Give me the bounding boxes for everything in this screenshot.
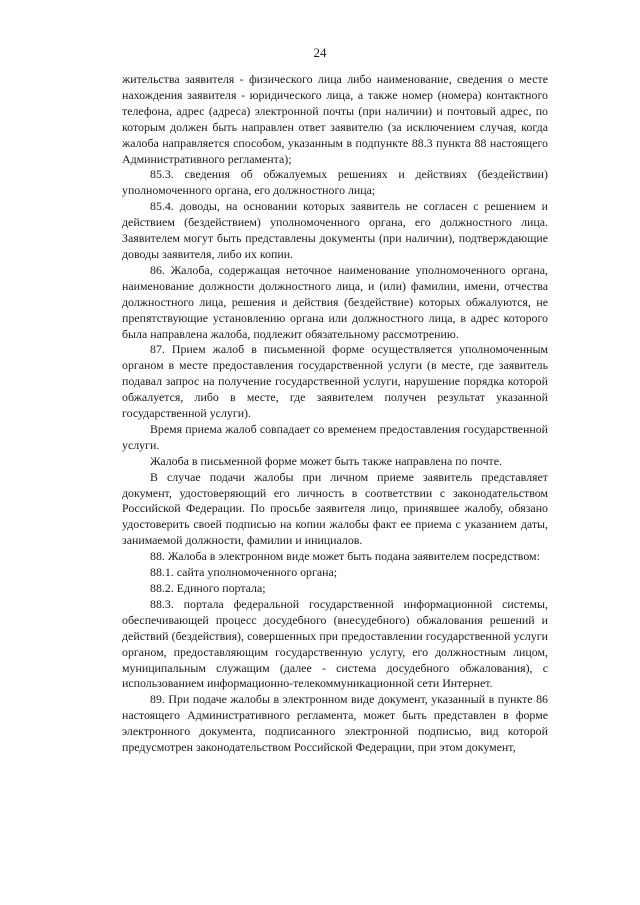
paragraph-86: 86. Жалоба, содержащая неточное наименование уполномоченного органа, наименование должности должностного лица, и (или) фамилии, имени, отчества должностного лица, решения и действия (бездействие) которых обжалуются, не препятствующие установлению органа или должностного лица, в адрес которого была направлена жалоба, подлежит обязательному рассмотрению. — [122, 262, 548, 341]
paragraph-89: 89. При подаче жалобы в электронном виде документ, указанный в пункте 86 настоящего Административного регламента, может быть представлен в форме электронного документа, подписанного электронной подписью, вид которой предусмотрен законодательством Российской Федерации, при этом документ, — [122, 692, 548, 755]
paragraph-continuation: жительства заявителя - физического лица либо наименование, сведения о месте нахождения заявителя - юридического лица, а также номер (номера) контактного телефона, адрес (адреса) электронной почты (при наличии) и почтовый адрес, по которым должен быть направлен ответ заявителю (за исключением случая, когда жалоба направляется способом, указанным в подпункте 88.3 пункта 88 настоящего Административного регламента); — [122, 72, 548, 166]
paragraph-85-4: 85.4. доводы, на основании которых заявитель не согласен с решением и действием (бездействием) уполномоченного органа, его должностного лица. Заявителем могут быть представлены документы (при наличии), подтверждающие доводы заявителя, либо их копии. — [122, 199, 548, 261]
paragraph-87-personal: В случае подачи жалобы при личном приеме заявитель представляет документ, удостоверяющий его личность в соответствии с законодательством Российской Федерации. По просьбе заявителя лицо, принявшее жалобу, обязано удостоверить своей подписью на копии жалобы факт ее приема с указанием даты, занимаемой должности, фамилии и инициалов. — [122, 469, 548, 548]
paragraph-88-2: 88.2. Единого портала; — [150, 581, 266, 595]
paragraph-87: 87. Прием жалоб в письменной форме осуществляется уполномоченным органом в месте предоставления государственной услуги (в месте, где заявитель подавал запрос на получение государственной услуги, нарушение порядка которой обжалуется, либо в месте, где заявителем получен результат указанной государственной услуги). — [122, 342, 548, 421]
paragraph-87-mail: Жалоба в письменной форме может быть также направлена по почте. — [150, 453, 503, 468]
paragraph-88: 88. Жалоба в электронном виде может быть подана заявителем посредством: — [150, 549, 540, 564]
paragraph-87-time: Время приема жалоб совпадает со временем предоставления государственной услуги. — [122, 421, 548, 452]
page-number: 24 — [313, 45, 327, 60]
paragraph-85-3: 85.3. сведения об обжалуемых решениях и действиях (бездействии) уполномоченного органа, его должностного лица; — [122, 167, 548, 198]
paragraph-88-3: 88.3. портала федеральной государственной информационной системы, обеспечивающей процесс досудебного (внесудебного) обжалования решений и действий (бездействия), совершенных при предоставлении государственной услуги органом, предоставляющим государственную услугу, его должностным лицом, муниципальным служащим (далее - система досудебного обжалования), с использованием информационно-телекоммуникационной сети Интернет. — [122, 596, 548, 691]
paragraph-88-1: 88.1. сайта уполномоченного органа; — [150, 565, 338, 580]
document-body — [122, 72, 548, 756]
